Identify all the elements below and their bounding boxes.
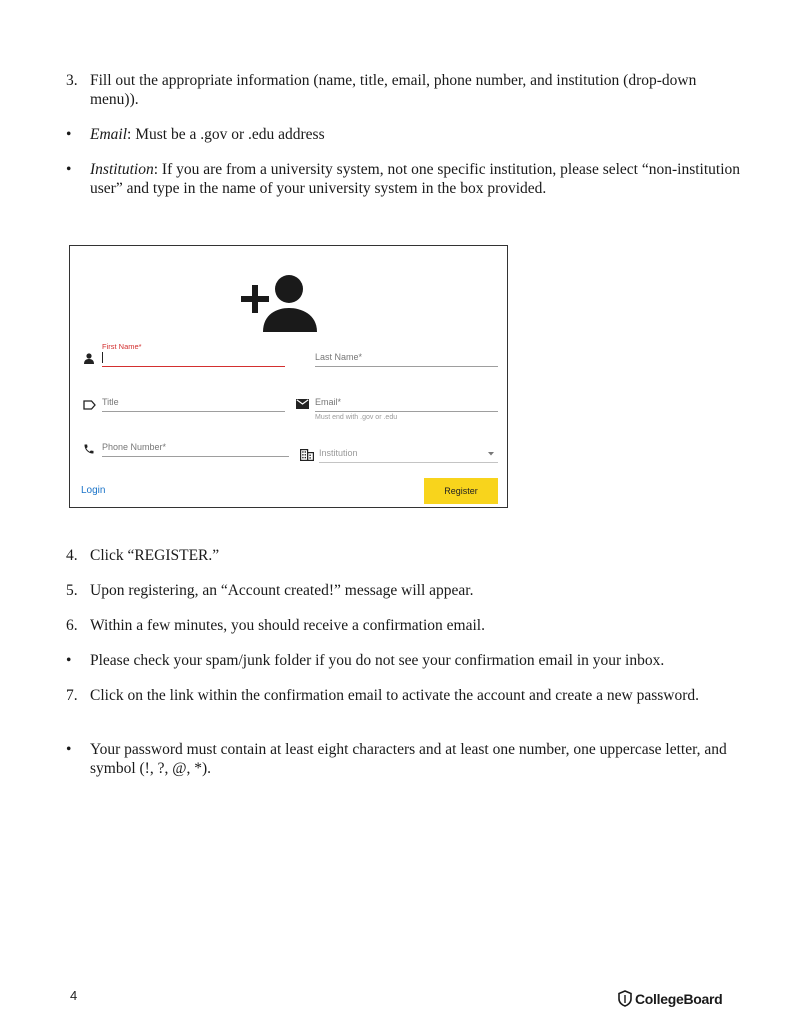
step-5 [66,581,746,600]
bullet-institution [66,160,746,198]
label-tag-icon [83,400,96,410]
email-label: Email* [315,397,342,407]
text-cursor [102,352,103,363]
envelope-icon [296,399,309,409]
step-7 [66,686,746,705]
institution-select[interactable] [319,446,498,464]
bullet-marker: • [66,161,72,178]
phone-icon [83,443,95,455]
last-name-field[interactable] [315,350,498,368]
phone-number-label: Phone Number* [102,442,167,452]
step-text: Within a few minutes, you should receive a confirmation email. [90,617,485,634]
step-3 [66,71,746,109]
first-name-underline [102,366,285,367]
step-text: Fill out the appropriate information (name, title, email, phone number, and institution (drop-down menu)). [90,72,697,108]
institution-underline [319,462,498,463]
step-number: 6. [66,617,78,634]
email-hint: Must end with .gov or .edu [315,414,398,421]
step-6 [66,616,746,635]
title-underline [102,411,285,412]
bullet-marker: • [66,652,72,669]
bullet-spam [66,651,746,670]
logo-text: CollegeBoard [635,990,723,1007]
register-button[interactable]: Register [424,478,498,504]
registration-form-screenshot [69,245,508,508]
step-text: Click “REGISTER.” [90,547,220,564]
step-number: 4. [66,547,78,564]
bullet-email [66,125,746,144]
phone-number-underline [102,456,289,457]
first-name-label: First Name* [102,342,142,351]
bullet-text: Please check your spam/junk folder if you do not see your confirmation email in your inbox. [90,652,665,669]
bullet-marker: • [66,126,72,143]
email-field[interactable] [315,395,498,425]
last-name-underline [315,366,498,367]
add-user-icon [241,274,319,332]
bullet-term: Institution [90,161,154,178]
bullet-text: Your password must contain at least eight characters and at least one number, one uppercase letter, and symbol (!, ?, @, *). [90,741,727,777]
step-text: Click on the link within the confirmation email to activate the account and create a new password. [90,687,700,704]
bullet-text: : If you are from a university system, not one specific institution, please select “non-institution user” and type in the name of your university system in the box provided. [90,161,741,197]
acorn-shield-icon [618,990,632,1007]
dropdown-arrow-icon [488,452,494,456]
building-icon [300,449,314,461]
email-underline [315,411,498,412]
step-number: 5. [66,582,78,599]
bullet-term: Email [90,126,128,143]
step-text: Upon registering, an “Account created!” message will appear. [90,582,474,599]
bullet-password [66,740,746,778]
person-icon [84,353,94,364]
title-label: Title [102,397,119,407]
step-number: 7. [66,687,78,704]
bullet-text: : Must be a .gov or .edu address [127,126,325,143]
last-name-label: Last Name* [315,352,363,362]
institution-label: Institution [319,448,358,458]
phone-number-field[interactable] [102,440,289,458]
first-name-field[interactable] [102,342,285,368]
bullet-marker: • [66,741,72,758]
page-number: 4 [70,988,78,1003]
step-4 [66,546,746,565]
title-field[interactable] [102,395,285,413]
login-link[interactable]: Login [81,485,106,496]
collegeboard-logo [618,990,722,1007]
step-number: 3. [66,72,78,89]
